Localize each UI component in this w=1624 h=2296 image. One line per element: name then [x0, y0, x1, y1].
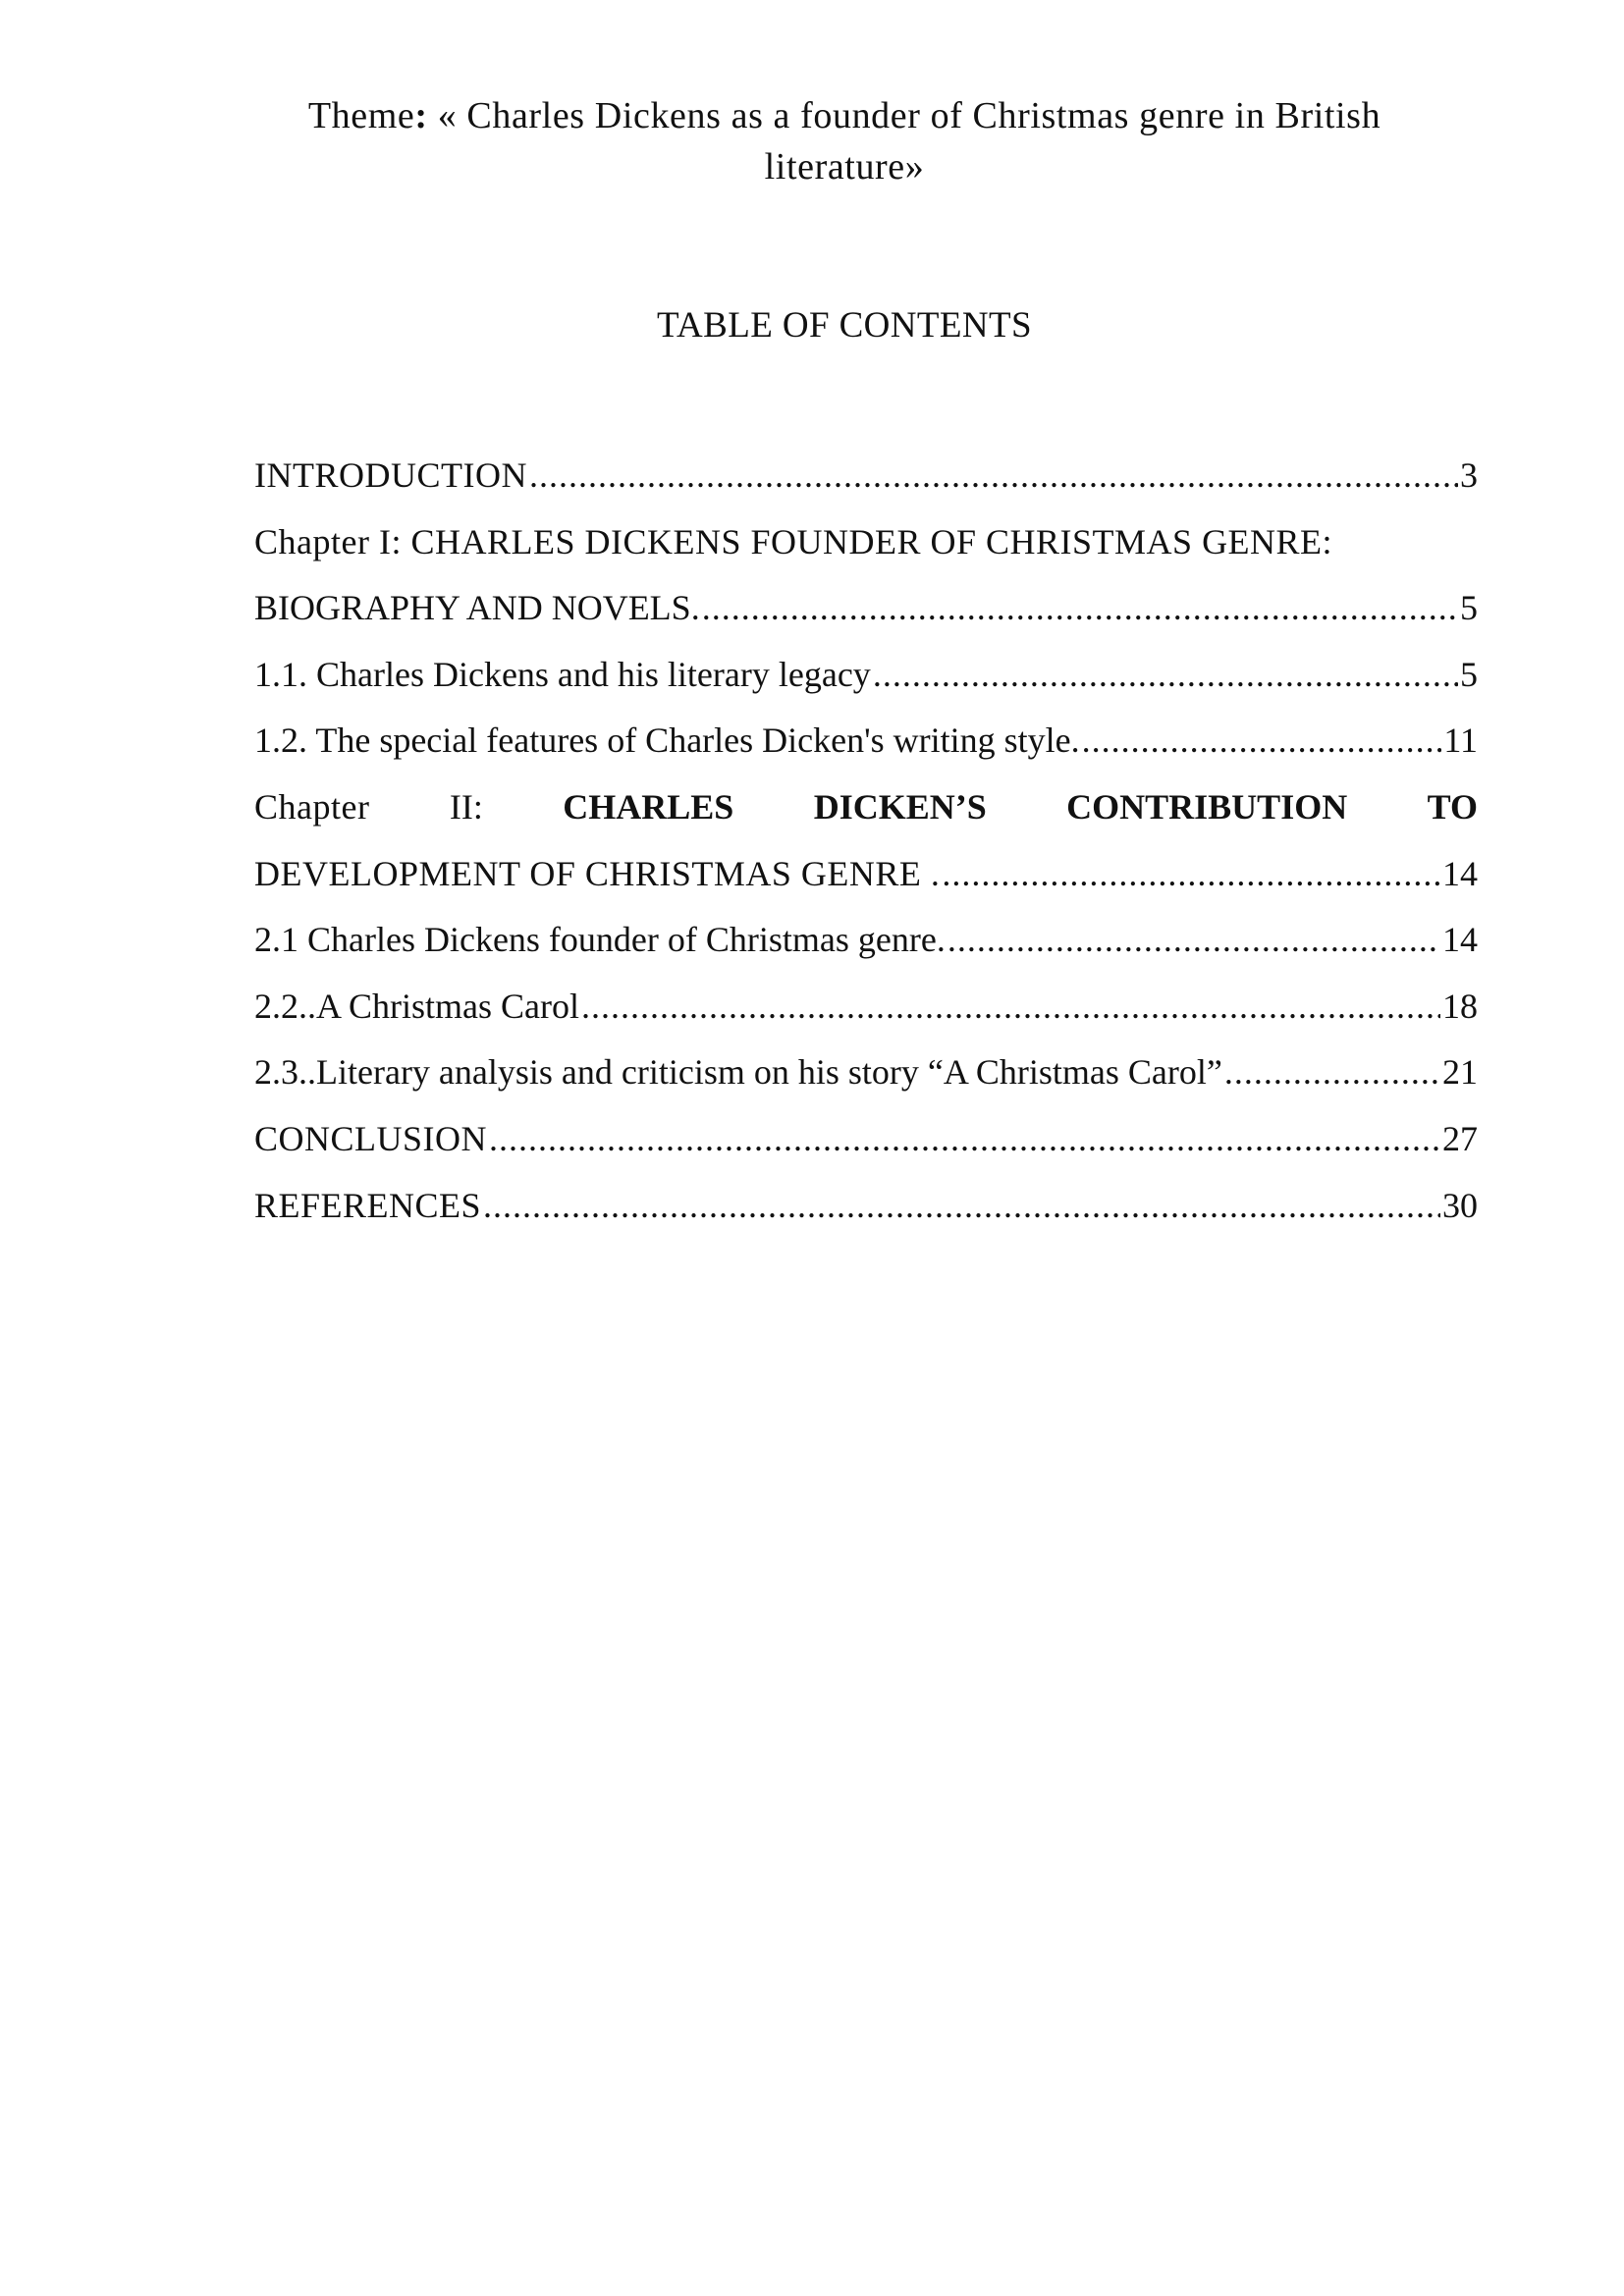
toc-leader-dots — [581, 983, 1440, 1030]
toc-heading: TABLE OF CONTENTS — [656, 305, 1033, 346]
toc-entry-2-1[interactable] — [254, 916, 1478, 983]
toc-entry-2-2[interactable] — [254, 983, 1478, 1049]
table-of-contents — [254, 452, 1478, 1248]
theme-title-line-1: Charles Dickens as a founder of Christmas genre in British — [466, 95, 1381, 136]
toc-entry-page: 11 — [1443, 721, 1478, 761]
toc-entry-page: 14 — [1442, 920, 1478, 960]
theme-open-quote: « — [427, 95, 467, 136]
toc-entry-label: BIOGRAPHY AND NOVELS. — [254, 588, 700, 628]
toc-leader-dots — [529, 452, 1458, 499]
toc-entry-page: 30 — [1442, 1185, 1478, 1225]
toc-entry-label: DEVELOPMENT OF CHRISTMAS GENRE . — [254, 853, 941, 893]
toc-entry-chapter-1-line-1[interactable] — [254, 518, 1478, 585]
toc-leader-dots — [1224, 1048, 1440, 1095]
toc-entry-label: 1.2. The special features of Charles Dicken's writing style. — [254, 721, 1080, 761]
toc-leader-dots — [702, 584, 1458, 631]
toc-entry-label: 2.3..Literary analysis and criticism on his story “A Christmas Carol” — [254, 1052, 1222, 1093]
toc-chapter-2-word: DICKEN’S — [813, 786, 987, 827]
toc-entry-page: 18 — [1442, 986, 1478, 1026]
toc-chapter-2-word: TO — [1427, 786, 1478, 827]
theme-line-2 — [236, 141, 1453, 192]
theme-title — [236, 90, 1453, 192]
toc-leader-dots — [942, 850, 1440, 897]
toc-chapter-2-word: Chapter — [254, 786, 370, 827]
toc-entry-chapter-2-line-1[interactable] — [254, 783, 1478, 850]
toc-chapter-2-word: CHARLES — [563, 786, 734, 827]
toc-entry-references[interactable] — [254, 1182, 1478, 1249]
toc-leader-dots — [1082, 717, 1442, 764]
toc-entry-page: 5 — [1460, 654, 1478, 694]
toc-entry-label: 2.1 Charles Dickens founder of Christmas genre. — [254, 920, 946, 960]
toc-entry-page: 5 — [1460, 588, 1478, 628]
toc-entry-1-2[interactable] — [254, 717, 1478, 783]
theme-title-line-2: literature — [764, 146, 905, 187]
toc-entry-page: 21 — [1442, 1052, 1478, 1093]
theme-colon: : — [414, 95, 428, 136]
toc-chapter-2-word: II: — [449, 786, 483, 827]
toc-entry-label: 2.2..A Christmas Carol — [254, 986, 579, 1026]
toc-entry-label: INTRODUCTION — [254, 455, 527, 495]
toc-entry-page: 14 — [1442, 853, 1478, 893]
theme-line-1 — [236, 90, 1453, 141]
toc-leader-dots — [489, 1115, 1440, 1162]
toc-entry-2-3[interactable] — [254, 1048, 1478, 1115]
toc-entry-label: CONCLUSION — [254, 1118, 488, 1158]
toc-entry-page: 27 — [1442, 1118, 1478, 1158]
toc-entry-introduction[interactable] — [254, 452, 1478, 518]
toc-leader-dots — [947, 916, 1440, 963]
toc-entry-label: REFERENCES — [254, 1185, 482, 1225]
toc-entry-conclusion[interactable] — [254, 1115, 1478, 1182]
toc-entry-1-1[interactable] — [254, 651, 1478, 718]
toc-entry-chapter-2-line-2[interactable] — [254, 850, 1478, 917]
toc-entry-chapter-1-line-2[interactable] — [254, 584, 1478, 651]
toc-leader-dots — [873, 651, 1458, 698]
toc-entry-page: 3 — [1460, 455, 1478, 495]
toc-chapter-1-title: Chapter I: CHARLES DICKENS FOUNDER OF CHRISTMAS GENRE: — [254, 521, 1333, 561]
theme-close-quote: » — [904, 146, 925, 187]
toc-chapter-2-word: CONTRIBUTION — [1066, 786, 1348, 827]
toc-entry-label: 1.1. Charles Dickens and his literary legacy — [254, 654, 871, 694]
theme-prefix: Theme — [307, 95, 415, 136]
toc-leader-dots — [483, 1182, 1440, 1229]
